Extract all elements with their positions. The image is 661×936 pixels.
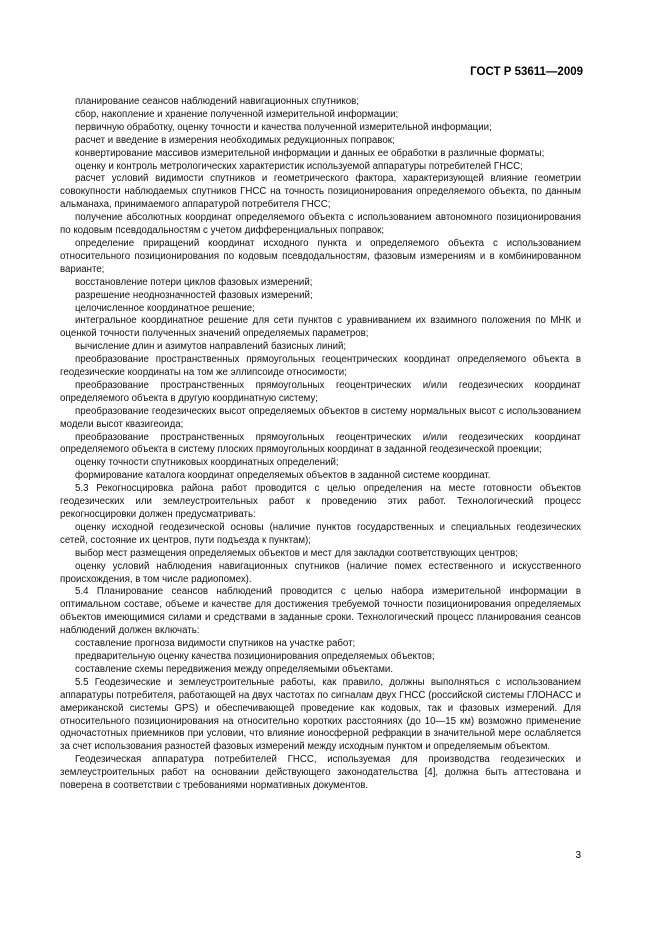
paragraph: преобразование пространственных прямоугольных геоцентрических и/или геодезических координат определяемого объекта в другую координатную систему;	[60, 379, 581, 404]
paragraph: разрешение неоднозначностей фазовых измерений;	[75, 289, 313, 301]
paragraph: оценку и контроль метрологических характеристик используемой аппаратуры потребителей ГНСС;	[75, 160, 523, 172]
document-code-header: ГОСТ Р 53611—2009	[470, 66, 583, 78]
section-5-4-paragraph: 5.4 Планирование сеансов наблюдений проводится с целью набора измерительной информации в оптимальном составе, объеме и качестве для достижения требуемой точности позиционирования определяемых объектов имеющимися силами и средствами в заданные сроки. Технологический процесс планирования сеансов наблюдений должен включать:	[60, 586, 581, 637]
paragraph: составление прогноза видимости спутников на участке работ;	[75, 638, 356, 650]
paragraph: определение приращений координат исходного пункта и определяемого объекта с использованием относительного позиционирования по кодовым псевдодальностям, фазовым измерениям и в комбинированном варианте;	[60, 237, 581, 275]
paragraph: расчет условий видимости спутников и геометрического фактора, характеризующей влияние геометрии совокупности наблюдаемых спутников ГНСС на точность позиционирования определяемого объекта, по данным альманаха, принимаемого аппаратурой потребителя ГНСС;	[60, 173, 581, 211]
paragraph: предварительную оценку качества позиционирования определяемых объектов;	[75, 650, 435, 662]
paragraph: интегральное координатное решение для сети пунктов с уравниванием их взаимного положения по МНК и оценкой точности полученных значений определяемых параметров;	[60, 315, 581, 340]
paragraph: сбор, накопление и хранение полученной измерительной информации;	[75, 108, 399, 120]
paragraph: выбор мест размещения определяемых объектов и мест для закладки соответствующих центров;	[75, 547, 518, 559]
paragraph: оценку условий наблюдения навигационных спутников (наличие помех естественного и искусственного происхождения, в том числе радиопомех).	[60, 560, 581, 585]
section-5-5-paragraph: 5.5 Геодезические и землеустроительные работы, как правило, должны выполняться с использованием аппаратуры потребителя, работающей на двух частотах по сигналам двух ГНСС (российской системы ГЛОНАСС и американской системы GPS) и обеспечивающей проведение как кодовых, так и фазовых измерений. Для относительного позиционирования на относительно коротких расстояниях (до 10—15 км) возможно применение одночастотных приемников при условии, что влияние ионосферной рефракции в значительной мере ослабляется за счет использования разностей фазовых измерений между исходным пунктом и определяемым объектом.	[60, 676, 581, 753]
paragraph: целочисленное координатное решение;	[75, 302, 255, 314]
paragraph: расчет и введение в измерения необходимых редукционных поправок;	[75, 134, 395, 146]
paragraph: формирование каталога координат определяемых объектов в заданной системе координат.	[75, 470, 491, 482]
paragraph: конвертирование массивов измерительной информации и данных ее обработки в различные форматы;	[75, 147, 545, 159]
paragraph: планирование сеансов наблюдений навигационных спутников;	[75, 96, 359, 107]
paragraph: оценку точности спутниковых координатных определений;	[75, 457, 339, 469]
paragraph: преобразование пространственных прямоугольных геоцентрических координат определяемого объекта в геодезические координаты на том же эллипсоиде относимости;	[60, 354, 581, 379]
paragraph: вычисление длин и азимутов направлений базисных линий;	[75, 341, 347, 353]
paragraph: преобразование геодезических высот определяемых объектов в систему нормальных высот с использованием модели высот квазигеоида;	[60, 405, 581, 430]
paragraph: составление схемы передвижения между определяемыми объектами.	[75, 663, 394, 675]
paragraph: первичную обработку, оценку точности и качества полученной измерительной информации;	[75, 121, 492, 133]
paragraph: восстановление потери циклов фазовых измерений;	[75, 276, 313, 288]
paragraph: Геодезическая аппаратура потребителей ГНСС, используемая для производства геодезических и землеустроительных работ на основании действующего законодательства [4], должна быть аттестована и поверена в соответствии с требованиями нормативных документов.	[60, 754, 581, 792]
page-number: 3	[575, 850, 581, 861]
paragraph: получение абсолютных координат определяемого объекта с использованием автономного позиционирования по кодовым псевдодальностям с учетом дифференциальных поправок;	[60, 212, 581, 237]
body-text	[60, 96, 581, 793]
paragraph: преобразование пространственных прямоугольных геоцентрических и/или геодезических координат определяемого объекта в систему плоских прямоугольных координат в заданной геодезической проекции;	[60, 431, 581, 456]
section-5-3-paragraph: 5.3 Рекогносцировка района работ проводится с целью определения на месте готовности объектов геодезических или землеустроительных работ к проведению этих работ. Технологический процесс рекогносцировки должен предусматривать:	[60, 483, 581, 520]
paragraph: оценку исходной геодезической основы (наличие пунктов государственных и специальных геодезических сетей, состояние их центров, пути подъезда к пунктам);	[60, 521, 581, 546]
